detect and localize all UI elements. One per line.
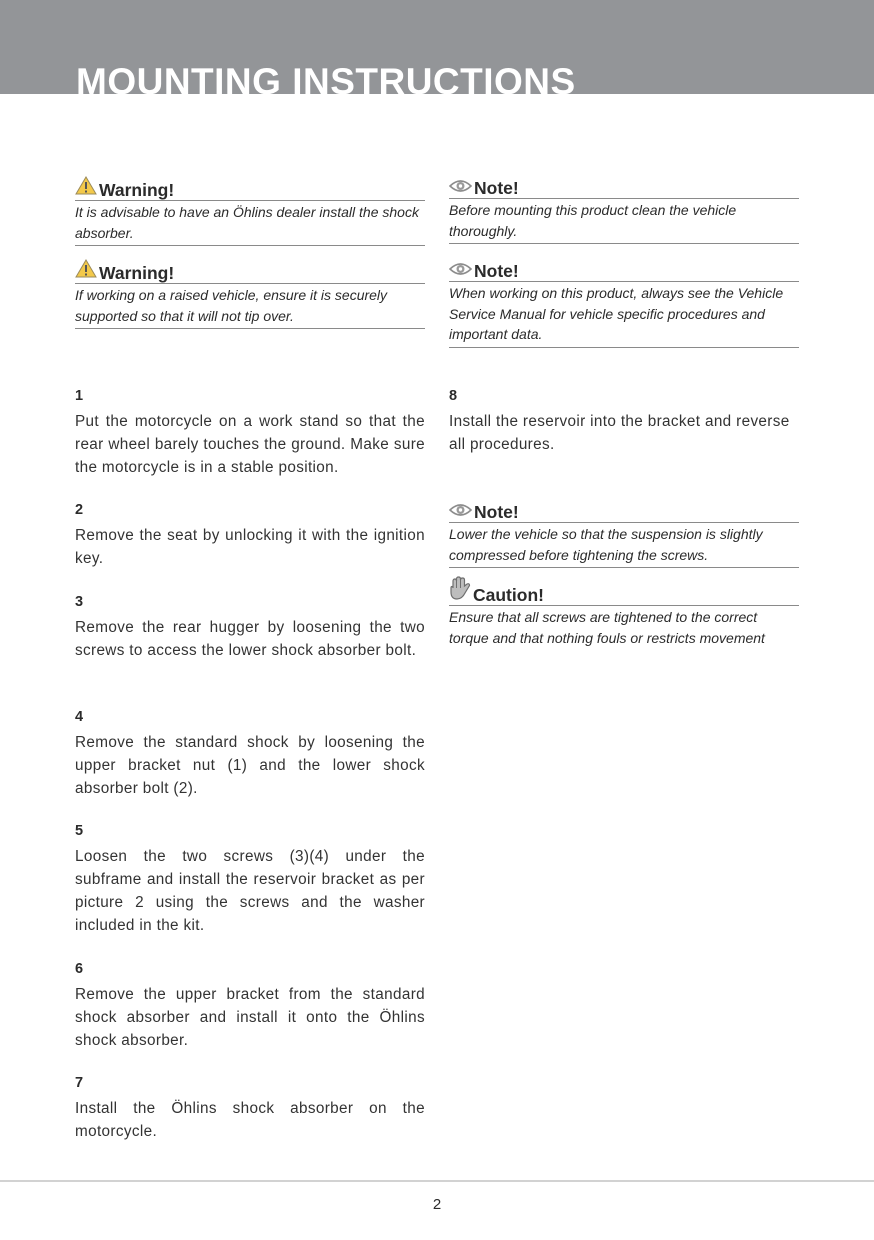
notice-title: Warning!: [99, 263, 175, 283]
warning-notice: [75, 261, 425, 329]
step-number: 2: [75, 502, 84, 518]
notice-text: Lower the vehicle so that the suspension is slightly compressed before tightening the screws.: [449, 523, 799, 568]
note-notice: [449, 259, 799, 348]
step-6: [75, 960, 425, 1052]
notice-title: Warning!: [99, 180, 175, 200]
note-notice: [449, 176, 799, 244]
step-text: Loosen the two screws (3)(4) under the subframe and install the reservoir bracket as per picture 2 using the screws and the washer included in the kit.: [75, 848, 425, 934]
notice-header: [449, 500, 799, 523]
step-number: 1: [75, 388, 84, 404]
step-4: [75, 708, 425, 800]
notice-title: Note!: [474, 178, 519, 198]
footer-divider: [0, 1180, 874, 1182]
step-number: 4: [75, 709, 84, 725]
step-text: Remove the upper bracket from the standard shock absorber and install it onto the Öhlins shock absorber.: [75, 986, 425, 1049]
notices-top-left: [75, 178, 425, 329]
step-text: Install the Öhlins shock absorber on the motorcycle.: [75, 1100, 425, 1140]
step-text: Remove the standard shock by loosening the upper bracket nut (1) and the lower shock absorber bolt (2).: [75, 734, 425, 797]
notice-header: [75, 261, 425, 284]
notices-bottom-right: [449, 500, 799, 650]
notice-header: [449, 176, 799, 199]
step-text: Remove the seat by unlocking it with the ignition key.: [75, 527, 425, 567]
notice-header: [75, 178, 425, 201]
notice-text: If working on a raised vehicle, ensure it is securely supported so that it will not tip over.: [75, 284, 425, 329]
step-8: [449, 387, 799, 456]
note-notice: [449, 500, 799, 568]
step-number: 5: [75, 823, 84, 839]
notice-header: [449, 581, 799, 606]
header-band: [0, 0, 874, 94]
notice-header: [449, 259, 799, 282]
eye-icon: [449, 503, 472, 522]
notice-title: Caution!: [473, 585, 544, 605]
warning-triangle-icon: [75, 259, 97, 283]
hand-stop-icon: [449, 576, 471, 605]
notice-title: Note!: [474, 261, 519, 281]
page-title: MOUNTING INSTRUCTIONS: [76, 61, 576, 94]
notices-top-right: [449, 176, 799, 348]
eye-icon: [449, 262, 472, 281]
step-text: Put the motorcycle on a work stand so that the rear wheel barely touches the ground. Make sure the motorcycle is in a stable position.: [75, 413, 425, 476]
step-1: [75, 387, 425, 479]
notice-text: It is advisable to have an Öhlins dealer install the shock absorber.: [75, 201, 425, 246]
notice-text: When working on this product, always see the Vehicle Service Manual for vehicle specific procedures and important data.: [449, 282, 799, 348]
warning-notice: [75, 178, 425, 246]
step-number: 7: [75, 1075, 84, 1091]
step-5: [75, 822, 425, 937]
step-number: 3: [75, 594, 84, 610]
step-3: [75, 593, 425, 662]
step-2: [75, 501, 425, 570]
step-number: 8: [449, 388, 458, 404]
eye-icon: [449, 179, 472, 198]
step-7: [75, 1074, 425, 1143]
notice-text: Ensure that all screws are tightened to the correct torque and that nothing fouls or restricts movement: [449, 609, 765, 646]
step-text: Remove the rear hugger by loosening the two screws to access the lower shock absorber bolt.: [75, 619, 425, 659]
caution-notice: [449, 581, 799, 650]
notice-text: Before mounting this product clean the vehicle thoroughly.: [449, 199, 799, 244]
step-number: 6: [75, 961, 84, 977]
notice-title: Note!: [474, 502, 519, 522]
step-text: Install the reservoir into the bracket and reverse all procedures.: [449, 413, 790, 453]
page-number: 2: [432, 1196, 442, 1213]
warning-triangle-icon: [75, 176, 97, 200]
